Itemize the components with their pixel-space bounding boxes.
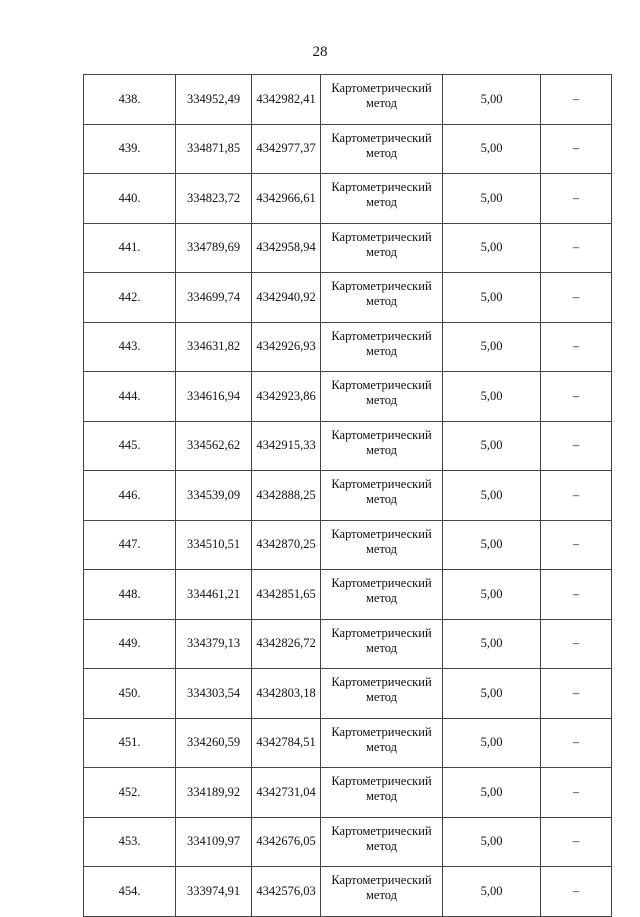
- x-coordinate-cell: 334109,97: [176, 817, 252, 867]
- method-cell: [321, 768, 443, 818]
- method-cell: [321, 867, 443, 917]
- note-cell: –: [541, 421, 612, 471]
- method-cell: [321, 570, 443, 620]
- table-row: [84, 718, 612, 768]
- method-cell: [321, 124, 443, 174]
- y-coordinate-cell: 4342870,25: [252, 520, 321, 570]
- method-line-2: метод: [365, 393, 397, 407]
- table-row: [84, 520, 612, 570]
- accuracy-cell: 5,00: [443, 817, 541, 867]
- y-coordinate-cell: 4342966,61: [252, 174, 321, 224]
- point-number-cell: 447.: [84, 520, 176, 570]
- table-row: [84, 75, 612, 125]
- x-coordinate-cell: 334539,09: [176, 471, 252, 521]
- y-coordinate-cell: 4342923,86: [252, 372, 321, 422]
- y-coordinate-cell: 4342940,92: [252, 273, 321, 323]
- method-line-2: метод: [365, 96, 397, 110]
- accuracy-cell: 5,00: [443, 124, 541, 174]
- method-cell: [321, 471, 443, 521]
- note-cell: –: [541, 768, 612, 818]
- x-coordinate-cell: 334699,74: [176, 273, 252, 323]
- point-number-cell: 445.: [84, 421, 176, 471]
- page-number: 28: [312, 44, 328, 60]
- y-coordinate-cell: 4342731,04: [252, 768, 321, 818]
- point-number-cell: 454.: [84, 867, 176, 917]
- table-row: [84, 471, 612, 521]
- y-coordinate-cell: 4342915,33: [252, 421, 321, 471]
- point-number-cell: 449.: [84, 619, 176, 669]
- accuracy-cell: 5,00: [443, 372, 541, 422]
- table-row: [84, 570, 612, 620]
- point-number-cell: 448.: [84, 570, 176, 620]
- method-line-2: метод: [365, 888, 397, 902]
- y-coordinate-cell: 4342926,93: [252, 322, 321, 372]
- point-number-cell: 453.: [84, 817, 176, 867]
- table-row: [84, 174, 612, 224]
- x-coordinate-cell: 334461,21: [176, 570, 252, 620]
- x-coordinate-cell: 334303,54: [176, 669, 252, 719]
- method-line-1: Картометрический: [331, 576, 432, 590]
- note-cell: –: [541, 817, 612, 867]
- table-row: [84, 421, 612, 471]
- accuracy-cell: 5,00: [443, 520, 541, 570]
- x-coordinate-cell: 334562,62: [176, 421, 252, 471]
- method-cell: [321, 718, 443, 768]
- method-line-1: Картометрический: [331, 823, 432, 838]
- point-number-cell: 452.: [84, 768, 176, 818]
- x-coordinate-cell: 334789,69: [176, 223, 252, 273]
- method-line-1: Картометрический: [331, 229, 432, 244]
- note-cell: –: [541, 570, 612, 620]
- method-line-2: метод: [365, 789, 397, 803]
- note-cell: –: [541, 322, 612, 372]
- method-cell: [321, 669, 443, 719]
- method-cell: [321, 174, 443, 224]
- accuracy-cell: 5,00: [443, 669, 541, 719]
- method-line-2: метод: [365, 195, 397, 209]
- point-number-cell: 439.: [84, 124, 176, 174]
- method-line-1: Картометрический: [331, 774, 432, 788]
- point-number-cell: 444.: [84, 372, 176, 422]
- accuracy-cell: 5,00: [443, 471, 541, 521]
- note-cell: –: [541, 471, 612, 521]
- method-cell: [321, 421, 443, 471]
- note-cell: –: [541, 124, 612, 174]
- table-row: [84, 273, 612, 323]
- method-line-2: метод: [365, 541, 397, 556]
- x-coordinate-cell: 333974,91: [176, 867, 252, 917]
- point-number-cell: 450.: [84, 669, 176, 719]
- method-cell: [321, 75, 443, 125]
- method-line-2: метод: [365, 294, 397, 308]
- method-cell: [321, 223, 443, 273]
- table-row: [84, 619, 612, 669]
- x-coordinate-cell: 334510,51: [176, 520, 252, 570]
- x-coordinate-cell: 334379,13: [176, 619, 252, 669]
- accuracy-cell: 5,00: [443, 322, 541, 372]
- method-line-1: Картометрический: [331, 873, 432, 887]
- accuracy-cell: 5,00: [443, 75, 541, 125]
- method-line-1: Картометрический: [331, 625, 432, 640]
- point-number-cell: 451.: [84, 718, 176, 768]
- y-coordinate-cell: 4342676,05: [252, 817, 321, 867]
- accuracy-cell: 5,00: [443, 273, 541, 323]
- method-cell: [321, 322, 443, 372]
- accuracy-cell: 5,00: [443, 867, 541, 917]
- table-row: [84, 768, 612, 818]
- method-cell: [321, 520, 443, 570]
- x-coordinate-cell: 334952,49: [176, 75, 252, 125]
- method-line-2: метод: [365, 739, 397, 754]
- note-cell: –: [541, 619, 612, 669]
- method-line-2: метод: [365, 442, 397, 457]
- table-row: [84, 669, 612, 719]
- method-cell: [321, 273, 443, 323]
- point-number-cell: 442.: [84, 273, 176, 323]
- method-line-1: Картометрический: [331, 724, 432, 739]
- coordinates-table: [83, 74, 612, 917]
- table-row: [84, 372, 612, 422]
- method-cell: [321, 372, 443, 422]
- accuracy-cell: 5,00: [443, 421, 541, 471]
- table-row: [84, 322, 612, 372]
- note-cell: –: [541, 669, 612, 719]
- method-line-2: метод: [365, 640, 397, 655]
- note-cell: –: [541, 520, 612, 570]
- accuracy-cell: 5,00: [443, 174, 541, 224]
- y-coordinate-cell: 4342982,41: [252, 75, 321, 125]
- y-coordinate-cell: 4342784,51: [252, 718, 321, 768]
- method-line-1: Картометрический: [331, 130, 432, 145]
- method-line-1: Картометрический: [331, 378, 432, 392]
- x-coordinate-cell: 334260,59: [176, 718, 252, 768]
- note-cell: –: [541, 273, 612, 323]
- method-line-2: метод: [365, 838, 397, 853]
- method-line-2: метод: [365, 492, 397, 506]
- accuracy-cell: 5,00: [443, 570, 541, 620]
- method-line-2: метод: [365, 244, 397, 259]
- y-coordinate-cell: 4342958,94: [252, 223, 321, 273]
- table-row: [84, 867, 612, 917]
- x-coordinate-cell: 334871,85: [176, 124, 252, 174]
- note-cell: –: [541, 867, 612, 917]
- method-line-1: Картометрический: [331, 81, 432, 95]
- x-coordinate-cell: 334189,92: [176, 768, 252, 818]
- point-number-cell: 446.: [84, 471, 176, 521]
- point-number-cell: 441.: [84, 223, 176, 273]
- point-number-cell: 443.: [84, 322, 176, 372]
- y-coordinate-cell: 4342576,03: [252, 867, 321, 917]
- method-line-2: метод: [365, 145, 397, 160]
- coordinates-table-body: [84, 75, 612, 917]
- table-row: [84, 124, 612, 174]
- method-line-1: Картометрический: [331, 180, 432, 194]
- method-cell: [321, 817, 443, 867]
- accuracy-cell: 5,00: [443, 718, 541, 768]
- point-number-cell: 440.: [84, 174, 176, 224]
- method-cell: [321, 619, 443, 669]
- note-cell: –: [541, 372, 612, 422]
- method-line-1: Картометрический: [331, 526, 432, 541]
- table-row: [84, 223, 612, 273]
- table-row: [84, 817, 612, 867]
- point-number-cell: 438.: [84, 75, 176, 125]
- x-coordinate-cell: 334631,82: [176, 322, 252, 372]
- y-coordinate-cell: 4342888,25: [252, 471, 321, 521]
- y-coordinate-cell: 4342851,65: [252, 570, 321, 620]
- note-cell: –: [541, 174, 612, 224]
- note-cell: –: [541, 75, 612, 125]
- method-line-1: Картометрический: [331, 328, 432, 343]
- method-line-1: Картометрический: [331, 477, 432, 491]
- accuracy-cell: 5,00: [443, 768, 541, 818]
- method-line-1: Картометрический: [331, 427, 432, 442]
- method-line-1: Картометрический: [331, 279, 432, 293]
- method-line-2: метод: [365, 343, 397, 358]
- accuracy-cell: 5,00: [443, 223, 541, 273]
- method-line-2: метод: [365, 591, 397, 605]
- y-coordinate-cell: 4342977,37: [252, 124, 321, 174]
- x-coordinate-cell: 334823,72: [176, 174, 252, 224]
- method-line-2: метод: [365, 690, 397, 704]
- note-cell: –: [541, 223, 612, 273]
- method-line-1: Картометрический: [331, 675, 432, 689]
- y-coordinate-cell: 4342803,18: [252, 669, 321, 719]
- note-cell: –: [541, 718, 612, 768]
- x-coordinate-cell: 334616,94: [176, 372, 252, 422]
- accuracy-cell: 5,00: [443, 619, 541, 669]
- y-coordinate-cell: 4342826,72: [252, 619, 321, 669]
